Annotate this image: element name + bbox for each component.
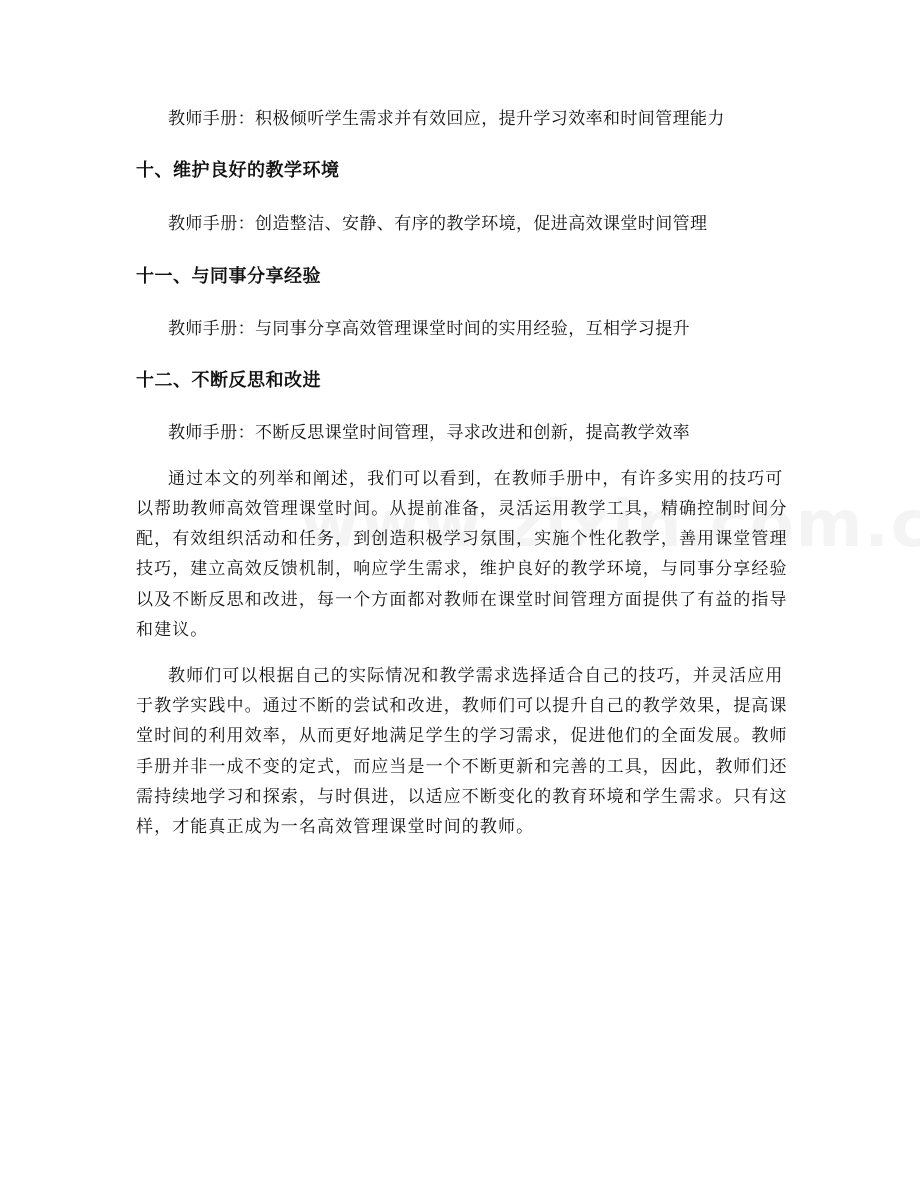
- paragraph-line: 手册并非一成不变的定式，而应当是一个不断更新和完善的工具，因此，教师们还: [136, 757, 788, 777]
- summary-section-10: 教师手册：创造整洁、安静、有序的教学环境，促进高效课堂时间管理: [168, 214, 708, 234]
- paragraph-line: 以及不断反思和改进，每一个方面都对教师在课堂时间管理方面提供了有益的指导: [136, 590, 788, 610]
- heading-section-12: 十二、不断反思和改进: [136, 370, 321, 391]
- heading-section-11: 十一、与同事分享经验: [136, 266, 321, 287]
- paragraph-line: 需持续地学习和探索，与时俱进，以适应不断变化的教育环境和学生需求。只有这: [136, 787, 788, 807]
- summary-section-11: 教师手册：与同事分享高效管理课堂时间的实用经验，互相学习提升: [168, 319, 690, 339]
- paragraph-line: 通过本文的列举和阐述，我们可以看到，在教师手册中，有许多实用的技巧可: [168, 469, 784, 489]
- paragraph-line: 配，有效组织活动和任务，到创造积极学习氛围，实施个性化教学，善用课堂管理: [136, 529, 788, 549]
- paragraph-line: 于教学实践中。通过不断的尝试和改进，教师们可以提升自己的教学效果，提高课: [136, 696, 788, 716]
- paragraph-line: 样，才能真正成为一名高效管理课堂时间的教师。: [136, 817, 535, 837]
- paragraph-line: 教师们可以根据自己的实际情况和教学需求选择适合自己的技巧，并灵活应用: [168, 666, 784, 686]
- paragraph-line: 以帮助教师高效管理课堂时间。从提前准备，灵活运用教学工具，精确控制时间分: [136, 499, 788, 519]
- summary-section-12: 教师手册：不断反思课堂时间管理，寻求改进和创新，提高教学效率: [168, 423, 690, 443]
- summary-section-9: 教师手册：积极倾听学生需求并有效回应，提升学习效率和时间管理能力: [168, 109, 725, 129]
- paragraph-line: 堂时间的利用效率，从而更好地满足学生的学习需求，促进他们的全面发展。教师: [136, 726, 788, 746]
- paragraph-line: 和建议。: [136, 620, 209, 640]
- heading-section-10: 十、维护良好的教学环境: [136, 160, 340, 181]
- paragraph-line: 技巧，建立高效反馈机制，响应学生需求，维护良好的教学环境，与同事分享经验: [136, 559, 788, 579]
